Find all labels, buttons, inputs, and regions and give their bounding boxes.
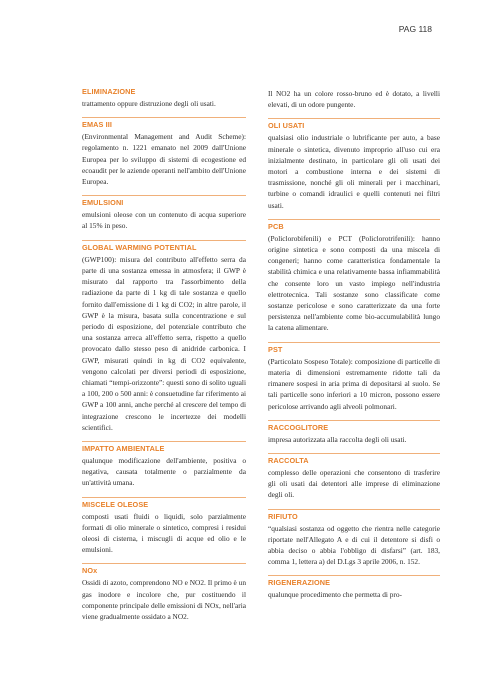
glossary-definition: qualunque modificazione dell'ambiente, positiva o negativa, causata totalmente o parzialmente da un'attività umana. bbox=[82, 455, 246, 488]
glossary-definition: (GWP100): misura del contributo all'effetto serra da parte di una sostanza emessa in atmosfera; il GWP è misurato dal rapporto tra l'assorbimento della radiazione da parte di 1 kg di tale sostanza e quello fornito dall'emissione di 1 kg di CO2; in altre parole, il GWP è la misura, basata sulla concentrazione e sul periodo di esposizione, del potenziale contributo che una sostanza arreca all'effetto serra, rispetto a quello provocato dallo stesso peso di anidride carbonica. I GWP, misurati quindi in kg di CO2 equivalente, vengono calcolati per diversi periodi di esposizione, chiamati “tempi-orizzonte”: questi sono di solito uguali a 100, 200 o 500 anni: è consuetudine far riferimento ai GWP a 100 anni, anche perché al crescere del tempo di integrazione crescono le incertezze dei modelli scientifici. bbox=[82, 254, 246, 432]
glossary-definition: trattamento oppure distruzione degli oli usati. bbox=[82, 99, 216, 109]
glossary-entry bbox=[268, 575, 440, 600]
glossary-term: RIFIUTO bbox=[268, 509, 440, 521]
glossary-definition: (Environmental Management and Audit Scheme): regolamento n. 1221 emanato nel 2009 dall'Unione Europea per lo sviluppo di sistemi di ecogestione ed ecoaudit per le aziende operanti nell'ambito dell'Unione Europea. bbox=[82, 132, 246, 187]
glossary-definition: composti usati fluidi o liquidi, solo parzialmente formati di olio minerale o sintetico, compresi i residui oleosi di cisterna, i miscugli di acque ed olio e le emulsioni. bbox=[82, 511, 246, 555]
glossary-entry bbox=[82, 240, 246, 433]
glossary-definition: emulsioni oleose con un contenuto di acqua superiore al 15% in peso. bbox=[82, 210, 246, 231]
glossary-right-column bbox=[268, 88, 440, 609]
glossary-definition: impresa autorizzata alla raccolta degli oli usati. bbox=[268, 434, 407, 444]
glossary-definition: qualsiasi olio industriale o lubrificante per auto, a base minerale o sintetica, divenuto improprio all'uso cui era inizialmente destinato, in particolare gli oli usati dei motori a combustione interna e dei sistemi di trasmissione, nonché gli oli minerali per i macchinari, turbine o comandi idraulici e quelli contenuti nei filtri usati. bbox=[268, 133, 440, 210]
glossary-term: EMAS III bbox=[82, 117, 246, 129]
glossary-term: RACCOGLITORE bbox=[268, 420, 440, 432]
glossary-term: MISCELE OLEOSE bbox=[82, 497, 246, 509]
glossary-term: RIGENERAZIONE bbox=[268, 575, 440, 587]
glossary-entry bbox=[82, 563, 246, 622]
glossary-term: PCB bbox=[268, 219, 440, 231]
glossary-entry bbox=[268, 453, 440, 501]
glossary-entry bbox=[268, 88, 440, 110]
glossary-entry bbox=[268, 118, 440, 210]
glossary-term: NOx bbox=[82, 563, 246, 575]
glossary-term: RACCOLTA bbox=[268, 453, 440, 465]
glossary-term: PST bbox=[268, 342, 440, 354]
glossary-entry bbox=[82, 88, 246, 109]
glossary-definition: (Policlorobifenili) e PCT (Policlorotrifenili): hanno origine sintetica e sono composti da una miscela di congeneri; hanno come caratteristica fondamentale la stabilità chimica e una relativamente bassa infiammabilità che consente loro un vasto impiego nell'industria elettrotecnica. Tali sostanze sono classificate come sostanze pericolose e sono caratterizzate da una forte persistenza nell'ambiente come bio-accumulabilità lungo la catena alimentare. bbox=[268, 233, 440, 333]
page-number: PAG 118 bbox=[398, 24, 432, 34]
glossary-definition: complesso delle operazioni che consentono di trasferire gli oli usati dai detentori alle imprese di eliminazione degli oli. bbox=[268, 467, 440, 500]
glossary-term: OLI USATI bbox=[268, 118, 440, 130]
glossary-entry bbox=[82, 195, 246, 231]
glossary-left-column bbox=[82, 88, 246, 630]
glossary-entry bbox=[268, 342, 440, 412]
glossary-definition: “qualsiasi sostanza od oggetto che rientra nelle categorie riportate nell'Allegato A e di cui il detentore si disfi o abbia deciso o abbia l'obbligo di disfarsi” (art. 183, comma 1, lettera a) del D.Lgs 3 aprile 2006, n. 152. bbox=[268, 523, 440, 567]
glossary-entry bbox=[268, 420, 440, 445]
glossary-term: IMPATTO AMBIENTALE bbox=[82, 441, 246, 453]
glossary-entry bbox=[82, 117, 246, 187]
glossary-term: GLOBAL WARMING POTENTIAL bbox=[82, 240, 246, 252]
glossary-definition: Il NO2 ha un colore rosso-bruno ed è dotato, a livelli elevati, di un odore pungente. bbox=[268, 89, 440, 110]
glossary-definition: Ossidi di azoto, comprendono NO e NO2. Il primo è un gas inodore e incolore che, pur costituendo il componente principale delle emissioni di NOx, nell'aria viene gradualmente ossidato a NO2. bbox=[82, 578, 246, 622]
glossary-term: ELIMINAZIONE bbox=[82, 87, 136, 96]
glossary-entry bbox=[268, 509, 440, 568]
glossary-entry bbox=[268, 219, 440, 334]
glossary-term: EMULSIONI bbox=[82, 195, 246, 207]
glossary-entry bbox=[82, 497, 246, 556]
glossary-definition: (Particolato Sospeso Totale): composizione di particelle di materia di dimensioni estremamente ridotte tali da rimanere sospesi in aria prima di depositarsi al suolo. Se tali particelle sono inferiori a 10 micron, possono essere pericolose arrivando agli alveoli polmonari. bbox=[268, 356, 440, 411]
glossary-definition: qualunque procedimento che permetta di pro- bbox=[268, 590, 402, 600]
glossary-entry bbox=[82, 441, 246, 489]
